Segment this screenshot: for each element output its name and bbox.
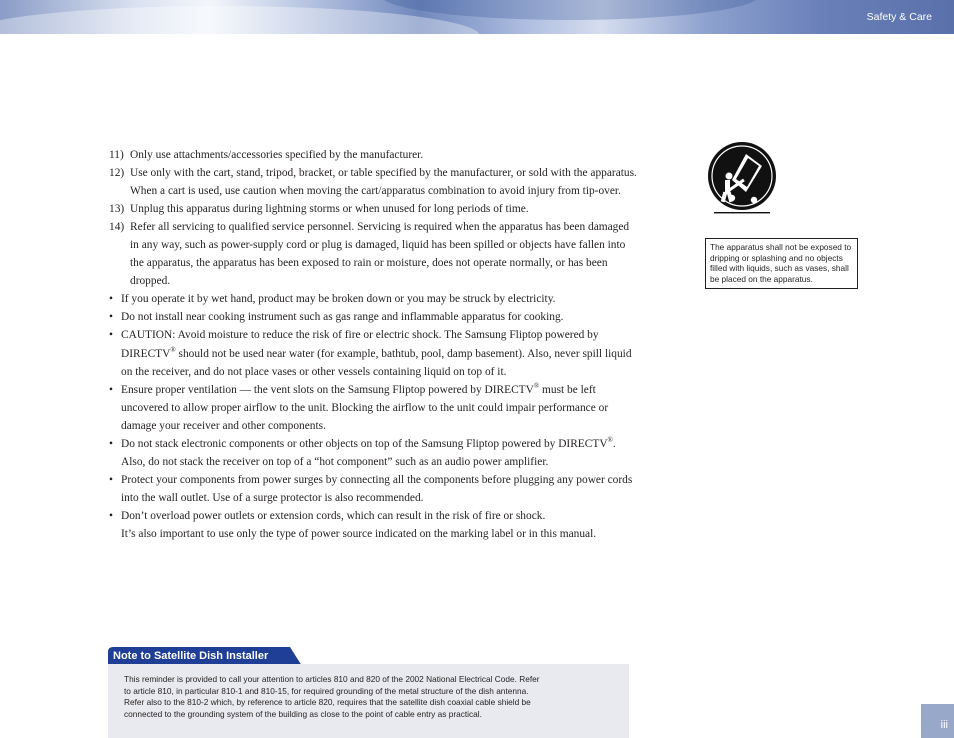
bullet: • bbox=[109, 473, 113, 486]
bullet: • bbox=[109, 293, 113, 306]
bullet: • bbox=[109, 329, 113, 342]
note-title: Note to Satellite Dish Installer bbox=[113, 650, 269, 662]
liquid-warning-box: The apparatus shall not be exposed to dripping or splashing and no objects filled with liquids, such as vases, shall be placed on the apparatus. bbox=[705, 238, 858, 289]
list-item bbox=[109, 435, 639, 471]
bullet: • bbox=[109, 437, 113, 450]
list-item bbox=[109, 471, 639, 507]
note-line: connected to the grounding system of the building as close to the point of cable entry as practical. bbox=[124, 708, 482, 719]
item-text-continued: should not be used near water (for example, bathtub, pool, damp basement). Also, never spill liquid on the receiver, and do not place vases or other vessels containing liquid on top of it. bbox=[121, 347, 632, 378]
item-text: Refer all servicing to qualified service personnel. Servicing is required when the apparatus has been damaged in any way, such as power-supply cord or plug is damaged, liquid has been spilled or objects have fallen into the apparatus, the apparatus has been exposed to rain or moisture, does not operate normally, or has been dropped. bbox=[130, 221, 630, 288]
list-item bbox=[109, 290, 639, 308]
item-text: Do not install near cooking instrument such as gas range and inflammable apparatus for cooking. bbox=[121, 311, 564, 324]
bullet: • bbox=[109, 383, 113, 396]
list-item bbox=[109, 146, 639, 164]
item-text: Use only with the cart, stand, tripod, bracket, or table specified by the manufacturer, or sold with the apparatus. When a cart is used, use caution when moving the cart/apparatus combination to avoid injury from tip-over. bbox=[130, 167, 637, 198]
item-number: 12) bbox=[109, 167, 125, 180]
note-line: This reminder is provided to call your attention to articles 810 and 820 of the 2002 National Electrical Code. Refer bbox=[124, 674, 540, 684]
item-text: Only use attachments/accessories specified by the manufacturer. bbox=[130, 149, 424, 161]
item-text: If you operate it by wet hand, product may be broken down or you may be struck by electricity. bbox=[121, 293, 556, 306]
list-item bbox=[109, 308, 639, 326]
item-text-continued: . Also, do not stack the receiver on top of a “hot component” such as an audio power amplifier. bbox=[121, 437, 616, 468]
item-text-continued: It’s also important to use only the type of power source indicated on the marking label or in this manual. bbox=[121, 527, 597, 540]
item-text-continued: must be left uncovered to allow proper airflow to the unit. Blocking the airflow to the unit could impair performance or damage your receiver and other components. bbox=[121, 383, 609, 432]
header-wave-highlight bbox=[0, 6, 480, 34]
list-item bbox=[109, 507, 639, 543]
cart-tip-over-warning-icon bbox=[702, 140, 782, 220]
header-wave-shadow bbox=[380, 0, 760, 20]
item-text: Don’t overload power outlets or extension cords, which can result in the risk of fire or shock. bbox=[121, 509, 546, 522]
page-number: iii bbox=[921, 704, 954, 738]
bullet: • bbox=[109, 311, 113, 324]
list-item bbox=[109, 326, 639, 380]
note-line: to article 810, in particular 810-1 and 810-15, for required grounding of the metal structure of the dish antenna. bbox=[124, 685, 529, 696]
item-text: CAUTION: Avoid moisture to reduce the risk of fire or electric shock. The Samsung Fliptop powered by DIRECTV bbox=[121, 329, 599, 360]
list-item bbox=[109, 200, 639, 218]
item-text: Do not stack electronic components or other objects on top of the Samsung Fliptop powered by DIRECTV bbox=[121, 437, 608, 450]
list-item bbox=[109, 381, 639, 435]
note-line: Refer also to the 810-2 which, by reference to article 820, requires that the satellite dish coaxial cable shield be bbox=[124, 697, 531, 708]
bullet: • bbox=[109, 509, 113, 522]
item-text: Ensure proper ventilation — the vent slots on the Samsung Fliptop powered by DIRECTV bbox=[121, 383, 534, 396]
registered-mark: ® bbox=[533, 381, 540, 390]
header-banner bbox=[0, 0, 954, 34]
item-number: 13) bbox=[109, 203, 125, 216]
item-number: 11) bbox=[109, 149, 124, 161]
note-box bbox=[108, 664, 629, 738]
registered-mark: ® bbox=[607, 435, 613, 444]
registered-mark: ® bbox=[170, 345, 176, 354]
cart-warning-symbol bbox=[702, 140, 782, 220]
safety-instructions-list bbox=[109, 146, 639, 543]
item-text: Protect your components from power surges by connecting all the components before plugging any power cords into the wall outlet. Use of a surge protector is also recommended. bbox=[121, 473, 633, 504]
item-number: 14) bbox=[109, 221, 125, 234]
list-item bbox=[109, 164, 639, 200]
note-text bbox=[124, 674, 619, 720]
list-item bbox=[109, 218, 639, 290]
item-text: Unplug this apparatus during lightning storms or when unused for long periods of time. bbox=[130, 203, 529, 216]
section-title: Safety & Care bbox=[866, 11, 932, 23]
